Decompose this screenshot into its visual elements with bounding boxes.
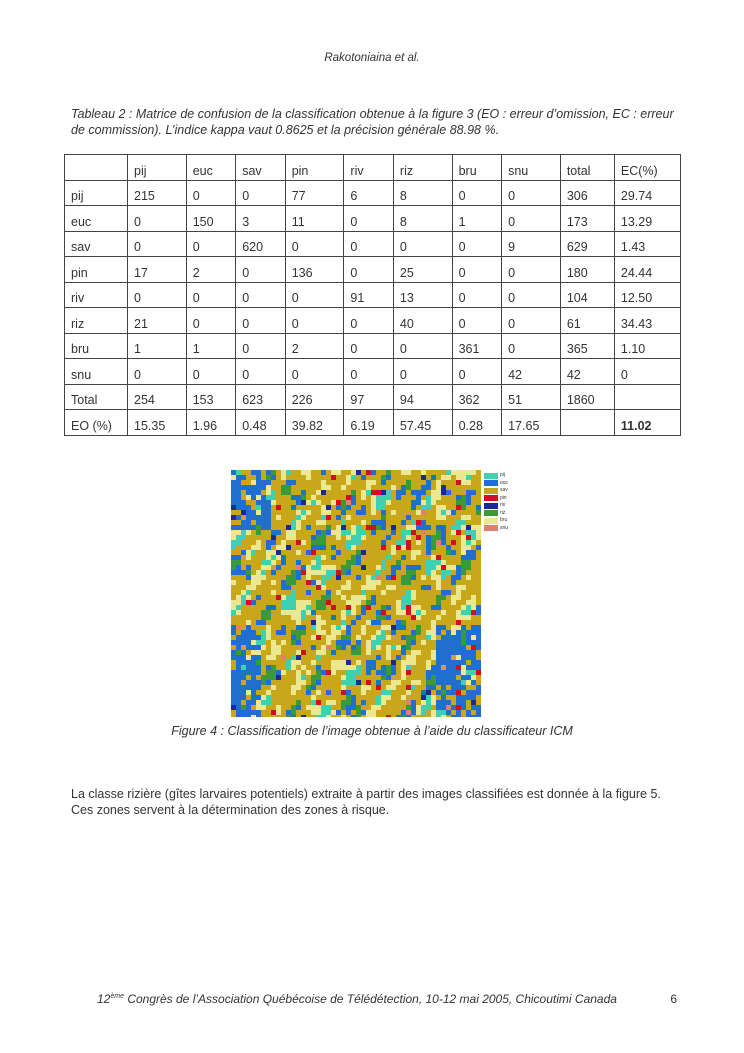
table-cell: 17.65 — [502, 410, 561, 436]
table-cell: 94 — [393, 384, 452, 410]
table-cell: 24.44 — [614, 257, 680, 283]
table-cell: 0 — [236, 282, 286, 308]
table-cell: Total — [65, 384, 128, 410]
table-cell: pij — [128, 155, 187, 181]
table-cell: 0 — [452, 359, 502, 385]
legend-item — [484, 495, 508, 503]
table-cell: 136 — [285, 257, 344, 283]
table-cell: 0 — [285, 308, 344, 334]
table-cell: 365 — [560, 333, 614, 359]
legend-swatch — [484, 473, 498, 479]
table-cell: 0 — [452, 282, 502, 308]
table-cell — [65, 155, 128, 181]
table-cell: EO (%) — [65, 410, 128, 436]
running-header: Rakotoniaina et al. — [324, 52, 420, 64]
table-cell: 0.28 — [452, 410, 502, 436]
legend-label: riv — [500, 502, 506, 509]
table-cell: 39.82 — [285, 410, 344, 436]
table-cell: snu — [65, 359, 128, 385]
table-cell: 0 — [502, 333, 561, 359]
table-cell: 51 — [502, 384, 561, 410]
legend-item — [484, 517, 508, 525]
table-cell: 0 — [502, 180, 561, 206]
table-cell: 1.10 — [614, 333, 680, 359]
table-cell: 0 — [236, 333, 286, 359]
table-cell: 25 — [393, 257, 452, 283]
table-cell: 0 — [344, 231, 394, 257]
table-header-row — [65, 155, 681, 181]
table-cell: 15.35 — [128, 410, 187, 436]
table-cell: 1.96 — [186, 410, 236, 436]
table-cell: 0 — [344, 206, 394, 232]
table-cell: 0 — [128, 282, 187, 308]
table-cell: pin — [285, 155, 344, 181]
table-cell: 0 — [502, 257, 561, 283]
table-cell: 0 — [236, 359, 286, 385]
table-cell: snu — [502, 155, 561, 181]
legend-swatch — [484, 503, 498, 509]
table-cell: riz — [65, 308, 128, 334]
table-cell: 629 — [560, 231, 614, 257]
table-cell: 21 — [128, 308, 187, 334]
table-cell: 1.43 — [614, 231, 680, 257]
table-cell: 0 — [502, 282, 561, 308]
table-cell: 57.45 — [393, 410, 452, 436]
table-cell: 150 — [186, 206, 236, 232]
legend-item — [484, 525, 508, 533]
table-row — [65, 410, 681, 436]
legend-item — [484, 502, 508, 510]
table-cell: sav — [65, 231, 128, 257]
table-cell: 34.43 — [614, 308, 680, 334]
table-cell: 12.50 — [614, 282, 680, 308]
table-cell: 0 — [128, 206, 187, 232]
table-cell: 0 — [236, 257, 286, 283]
table-cell — [614, 384, 680, 410]
table-cell — [560, 410, 614, 436]
table-cell: 0 — [236, 180, 286, 206]
table-cell: 104 — [560, 282, 614, 308]
legend-label: riz — [500, 509, 506, 516]
table-cell: 0 — [393, 359, 452, 385]
table-cell: bru — [65, 333, 128, 359]
table-cell: 0 — [614, 359, 680, 385]
table-row — [65, 282, 681, 308]
table-cell: 0 — [186, 231, 236, 257]
table-cell: euc — [186, 155, 236, 181]
table-cell: 254 — [128, 384, 187, 410]
legend-swatch — [484, 480, 498, 486]
table-cell: 0 — [285, 282, 344, 308]
table-cell: 0 — [393, 333, 452, 359]
table-cell: 0 — [186, 359, 236, 385]
table-cell: 0 — [186, 180, 236, 206]
table-cell: 0 — [186, 282, 236, 308]
table-cell: 0 — [344, 333, 394, 359]
page-footer — [97, 992, 677, 1006]
table-cell: 9 — [502, 231, 561, 257]
body-paragraph: La classe rizière (gîtes larvaires potentiels) extraite à partir des images classifiées est donnée à la figure 5. Ces zones servent à la détermination des zones à risque. — [71, 787, 661, 817]
table-row — [65, 231, 681, 257]
table-cell: 1860 — [560, 384, 614, 410]
table-cell: 8 — [393, 180, 452, 206]
table-cell: 0 — [344, 308, 394, 334]
table-row — [65, 206, 681, 232]
map-legend — [484, 472, 508, 532]
legend-item — [484, 487, 508, 495]
table-cell: 361 — [452, 333, 502, 359]
table-cell: 61 — [560, 308, 614, 334]
table-cell: 2 — [186, 257, 236, 283]
table-cell: 0 — [344, 359, 394, 385]
table-cell: 77 — [285, 180, 344, 206]
confusion-matrix-table — [64, 154, 681, 436]
table-cell: 180 — [560, 257, 614, 283]
table-cell: EC(%) — [614, 155, 680, 181]
table-row — [65, 257, 681, 283]
table-cell: 2 — [285, 333, 344, 359]
table-cell: 623 — [236, 384, 286, 410]
table-cell: 0 — [452, 308, 502, 334]
table-cell: 42 — [560, 359, 614, 385]
table-cell: 29.74 — [614, 180, 680, 206]
table-cell: 17 — [128, 257, 187, 283]
table-cell: 0 — [502, 206, 561, 232]
table-cell: 362 — [452, 384, 502, 410]
table-row — [65, 308, 681, 334]
table-cell: pin — [65, 257, 128, 283]
table-cell: 13 — [393, 282, 452, 308]
legend-label: snu — [500, 524, 509, 531]
page-number: 6 — [670, 992, 677, 1006]
legend-label: euc — [500, 479, 509, 486]
legend-label: sav — [500, 487, 508, 494]
table-cell: 153 — [186, 384, 236, 410]
legend-label: bru — [500, 517, 508, 524]
table-cell: riv — [344, 155, 394, 181]
legend-swatch — [484, 525, 498, 531]
table-cell: 0 — [393, 231, 452, 257]
classification-map-image — [231, 470, 481, 717]
footer-text: Congrès de l’Association Québécoise de Télédétection, 10-12 mai 2005, Chicoutimi Canada — [123, 992, 617, 1006]
table-cell: 620 — [236, 231, 286, 257]
table-cell: 1 — [452, 206, 502, 232]
table-cell: riv — [65, 282, 128, 308]
legend-item — [484, 472, 508, 480]
table-cell: 0.48 — [236, 410, 286, 436]
table-cell: 1 — [186, 333, 236, 359]
footer-edition: 12 — [97, 992, 111, 1006]
table-cell: 173 — [560, 206, 614, 232]
table-cell: 0 — [502, 308, 561, 334]
table-cell: 0 — [452, 180, 502, 206]
table-cell: 0 — [128, 359, 187, 385]
table-cell: 0 — [452, 257, 502, 283]
table-cell: pij — [65, 180, 128, 206]
table-cell: riz — [393, 155, 452, 181]
table-caption: Tableau 2 : Matrice de confusion de la classification obtenue à la figure 3 (EO : erreur d’omission, EC : erreur de commission). L’indice kappa vaut 0.8625 et la précision générale 88.98 %. — [71, 107, 674, 137]
table-cell: 13.29 — [614, 206, 680, 232]
table-cell: sav — [236, 155, 286, 181]
table-cell: 8 — [393, 206, 452, 232]
table-cell: 1 — [128, 333, 187, 359]
legend-item — [484, 480, 508, 488]
footer-edition-sup: ème — [110, 993, 124, 1000]
table-cell: 3 — [236, 206, 286, 232]
table-cell: bru — [452, 155, 502, 181]
table-row — [65, 359, 681, 385]
table-cell: 215 — [128, 180, 187, 206]
table-cell: 91 — [344, 282, 394, 308]
table-cell: total — [560, 155, 614, 181]
legend-label: pin — [500, 494, 507, 501]
table-cell: 0 — [128, 231, 187, 257]
table-cell: 97 — [344, 384, 394, 410]
table-row — [65, 180, 681, 206]
table-cell: 0 — [236, 308, 286, 334]
table-cell: 0 — [452, 231, 502, 257]
legend-label: pij — [500, 472, 506, 479]
table-cell: euc — [65, 206, 128, 232]
table-cell: 306 — [560, 180, 614, 206]
table-cell: 6.19 — [344, 410, 394, 436]
table-cell: 11 — [285, 206, 344, 232]
legend-swatch — [484, 495, 498, 501]
legend-item — [484, 510, 508, 518]
table-row — [65, 384, 681, 410]
table-cell: 0 — [186, 308, 236, 334]
table-row — [65, 333, 681, 359]
table-cell: 0 — [285, 359, 344, 385]
table-cell: 42 — [502, 359, 561, 385]
table-cell: 0 — [344, 257, 394, 283]
legend-swatch — [484, 510, 498, 516]
legend-swatch — [484, 518, 498, 524]
table-cell: 11.02 — [614, 410, 680, 436]
table-cell: 40 — [393, 308, 452, 334]
table-cell: 226 — [285, 384, 344, 410]
figure-caption: Figure 4 : Classification de l’image obtenue à l’aide du classificateur ICM — [171, 724, 573, 738]
table-cell: 6 — [344, 180, 394, 206]
legend-swatch — [484, 488, 498, 494]
table-cell: 0 — [285, 231, 344, 257]
